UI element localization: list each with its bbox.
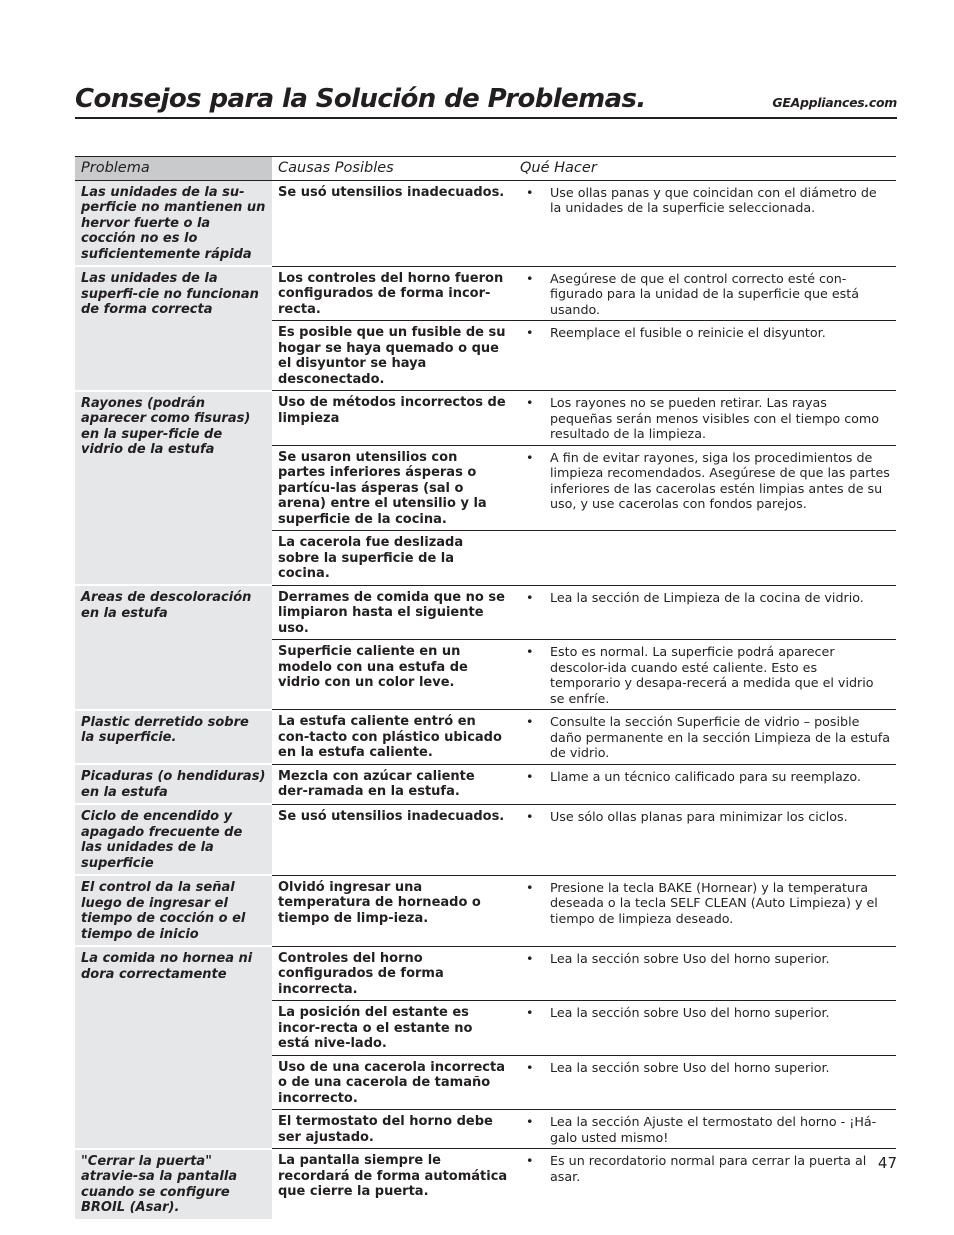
- solution-text: Lea la sección Ajuste el termostato del horno - ¡Há-galo usted mismo!: [550, 1114, 877, 1145]
- solution-cell: [514, 764, 896, 804]
- bullet-icon: •: [526, 395, 534, 410]
- solution-cell: [514, 531, 896, 586]
- bullet-icon: •: [526, 184, 534, 200]
- solution-text: Asegúrese de que el control correcto esté con-figurado para la unidad de la superficie que está usando.: [550, 270, 860, 317]
- cause-cell: Mezcla con azúcar caliente der-ramada en la estufa.: [272, 764, 514, 804]
- bullet-icon: •: [526, 768, 534, 784]
- table-header-row: [75, 157, 896, 181]
- solution-text: Es un recordatorio normal para cerrar la puerta al asar.: [550, 1153, 867, 1184]
- solution-text: Lea la sección de Limpieza de la cocina de vidrio.: [550, 589, 864, 605]
- solution-cell: [514, 640, 896, 710]
- bullet-icon: •: [526, 325, 534, 340]
- cause-cell: Superficie caliente en un modelo con una estufa de vidrio con un color leve.: [272, 640, 514, 710]
- site-url: GEAppliances.com: [772, 95, 897, 110]
- problem-cell: Las unidades de la superfi-cie no funcionan de forma correcta: [75, 266, 272, 391]
- cause-cell: Derrames de comida que no se limpiaron hasta el siguiente uso.: [272, 585, 514, 640]
- bullet-icon: •: [526, 589, 534, 605]
- cause-cell: Es posible que un fusible de su hogar se haya quemado o que el disyuntor se haya desconectado.: [272, 321, 514, 391]
- table-row: [75, 180, 896, 266]
- cause-cell: Controles del horno configurados de forma incorrecta.: [272, 946, 514, 1001]
- table-row: [75, 804, 896, 875]
- cause-cell: La posición del estante es incor-recta o el estante no está nive-lado.: [272, 1001, 514, 1056]
- page-title: Consejos para la Solución de Problemas.: [75, 84, 646, 114]
- bullet-icon: •: [526, 808, 534, 824]
- solution-text: Lea la sección sobre Uso del horno superior.: [550, 1005, 830, 1020]
- solution-cell: [514, 266, 896, 321]
- header-solution: Qué Hacer: [514, 157, 896, 181]
- bullet-icon: •: [526, 1153, 534, 1168]
- solution-text: Consulte la sección Superficie de vidrio – posible daño permanente en la sección Limpieza de la estufa de vidrio.: [550, 714, 890, 760]
- cause-cell: Uso de métodos incorrectos de limpieza: [272, 391, 514, 446]
- table-row: [75, 946, 896, 1001]
- solution-cell: [514, 1055, 896, 1110]
- problem-cell: "Cerrar la puerta" atravie-sa la pantalla cuando se configure BROIL (Asar).: [75, 1149, 272, 1220]
- solution-cell: [514, 180, 896, 266]
- solution-cell: [514, 1110, 896, 1149]
- bullet-icon: •: [526, 1005, 534, 1020]
- cause-cell: Los controles del horno fueron configurados de forma incor-recta.: [272, 266, 514, 321]
- table-row: [75, 585, 896, 640]
- table-row: [75, 764, 896, 804]
- cause-cell: Olvidó ingresar una temperatura de horneado o tiempo de limp-ieza.: [272, 875, 514, 946]
- cause-cell: Se usaron utensilios con partes inferiores ásperas o partícu-las ásperas (sal o arena) entre el utensilio y la superficie de la cocina.: [272, 445, 514, 531]
- solution-cell: [514, 445, 896, 531]
- cause-cell: La cacerola fue deslizada sobre la superficie de la cocina.: [272, 531, 514, 586]
- table-body: [75, 180, 896, 1220]
- solution-text: Llame a un técnico calificado para su reemplazo.: [550, 768, 862, 784]
- solution-text: Use sólo ollas planas para minimizar los ciclos.: [550, 808, 848, 824]
- problem-cell: Plastic derretido sobre la superficie.: [75, 710, 272, 765]
- bullet-icon: •: [526, 879, 534, 895]
- troubleshooting-table: [75, 156, 896, 1221]
- bullet-icon: •: [526, 1114, 534, 1129]
- solution-text: Los rayones no se pueden retirar. Las rayas pequeñas serán menos visibles con el tiempo como resultado de la limpieza.: [550, 395, 880, 441]
- problem-cell: La comida no hornea ni dora correctamente: [75, 946, 272, 1149]
- table-row: [75, 875, 896, 946]
- problem-cell: Ciclo de encendido y apagado frecuente de las unidades de la superficie: [75, 804, 272, 875]
- solution-text: Reemplace el fusible o reinicie el disyuntor.: [550, 325, 826, 340]
- solution-cell: [514, 1149, 896, 1220]
- solution-text: Use ollas panas y que coincidan con el diámetro de la unidades de la superficie seleccionada.: [550, 184, 877, 215]
- problem-cell: Areas de descoloración en la estufa: [75, 585, 272, 710]
- bullet-icon: •: [526, 644, 534, 659]
- solution-cell: [514, 1001, 896, 1056]
- solution-cell: [514, 804, 896, 875]
- cause-cell: El termostato del horno debe ser ajustado.: [272, 1110, 514, 1149]
- problem-cell: Rayones (podrán aparecer como fisuras) en la super-ficie de vidrio de la estufa: [75, 391, 272, 586]
- page-number: 47: [877, 1154, 897, 1172]
- cause-cell: La pantalla siempre le recordará de forma automática que cierre la puerta.: [278, 1153, 508, 1199]
- table-row: [75, 266, 896, 321]
- header-problem: Problema: [75, 157, 272, 181]
- bullet-icon: •: [526, 950, 534, 966]
- solution-cell: [514, 391, 896, 446]
- solution-cell: [514, 946, 896, 1001]
- solution-text: Lea la sección sobre Uso del horno superior.: [550, 950, 830, 966]
- solution-cell: [514, 321, 896, 391]
- solution-text: Lea la sección sobre Uso del horno superior.: [550, 1059, 830, 1075]
- cause-cell: Se usó utensilios inadecuados.: [272, 180, 514, 266]
- problem-cell: El control da la señal luego de ingresar el tiempo de cocción o el tiempo de inicio: [75, 875, 272, 946]
- cause-cell: Se usó utensilios inadecuados.: [272, 804, 514, 875]
- problem-cell: Las unidades de la su-perficie no mantienen un hervor fuerte o la cocción no es lo suficientemente rápida: [75, 180, 272, 266]
- solution-text: Presione la tecla BAKE (Hornear) y la temperatura deseada o la tecla SELF CLEAN (Auto Limpieza) y el tiempo de limpieza deseado.: [550, 879, 878, 926]
- header-causes: Causas Posibles: [272, 157, 514, 181]
- solution-text: A fin de evitar rayones, siga los procedimientos de limpieza recomendados. Asegúrese de que las partes inferiores de las cacerolas estén limpias antes de su uso, y use cacerolas con fondos parejos.: [550, 449, 890, 511]
- table-row: [75, 1149, 896, 1220]
- table-row: [75, 391, 896, 446]
- solution-cell: [514, 875, 896, 946]
- bullet-icon: •: [526, 449, 534, 465]
- cause-cell: La estufa caliente entró en con-tacto con plástico ubicado en la estufa caliente.: [272, 710, 514, 765]
- cause-cell: Uso de una cacerola incorrecta o de una cacerola de tamaño incorrecto.: [272, 1055, 514, 1110]
- problem-cell: Picaduras (o hendiduras) en la estufa: [75, 764, 272, 804]
- title-rule: [75, 117, 897, 119]
- table-row: [75, 710, 896, 765]
- solution-text: Esto es normal. La superficie podrá aparecer descolor-ida cuando esté caliente. Esto es temporario y desapa-recerá a medida que el vidrio se enfríe.: [550, 644, 874, 706]
- bullet-icon: •: [526, 1059, 534, 1075]
- solution-cell: [514, 585, 896, 640]
- solution-cell: [514, 710, 896, 765]
- bullet-icon: •: [526, 270, 534, 286]
- bullet-icon: •: [526, 714, 534, 729]
